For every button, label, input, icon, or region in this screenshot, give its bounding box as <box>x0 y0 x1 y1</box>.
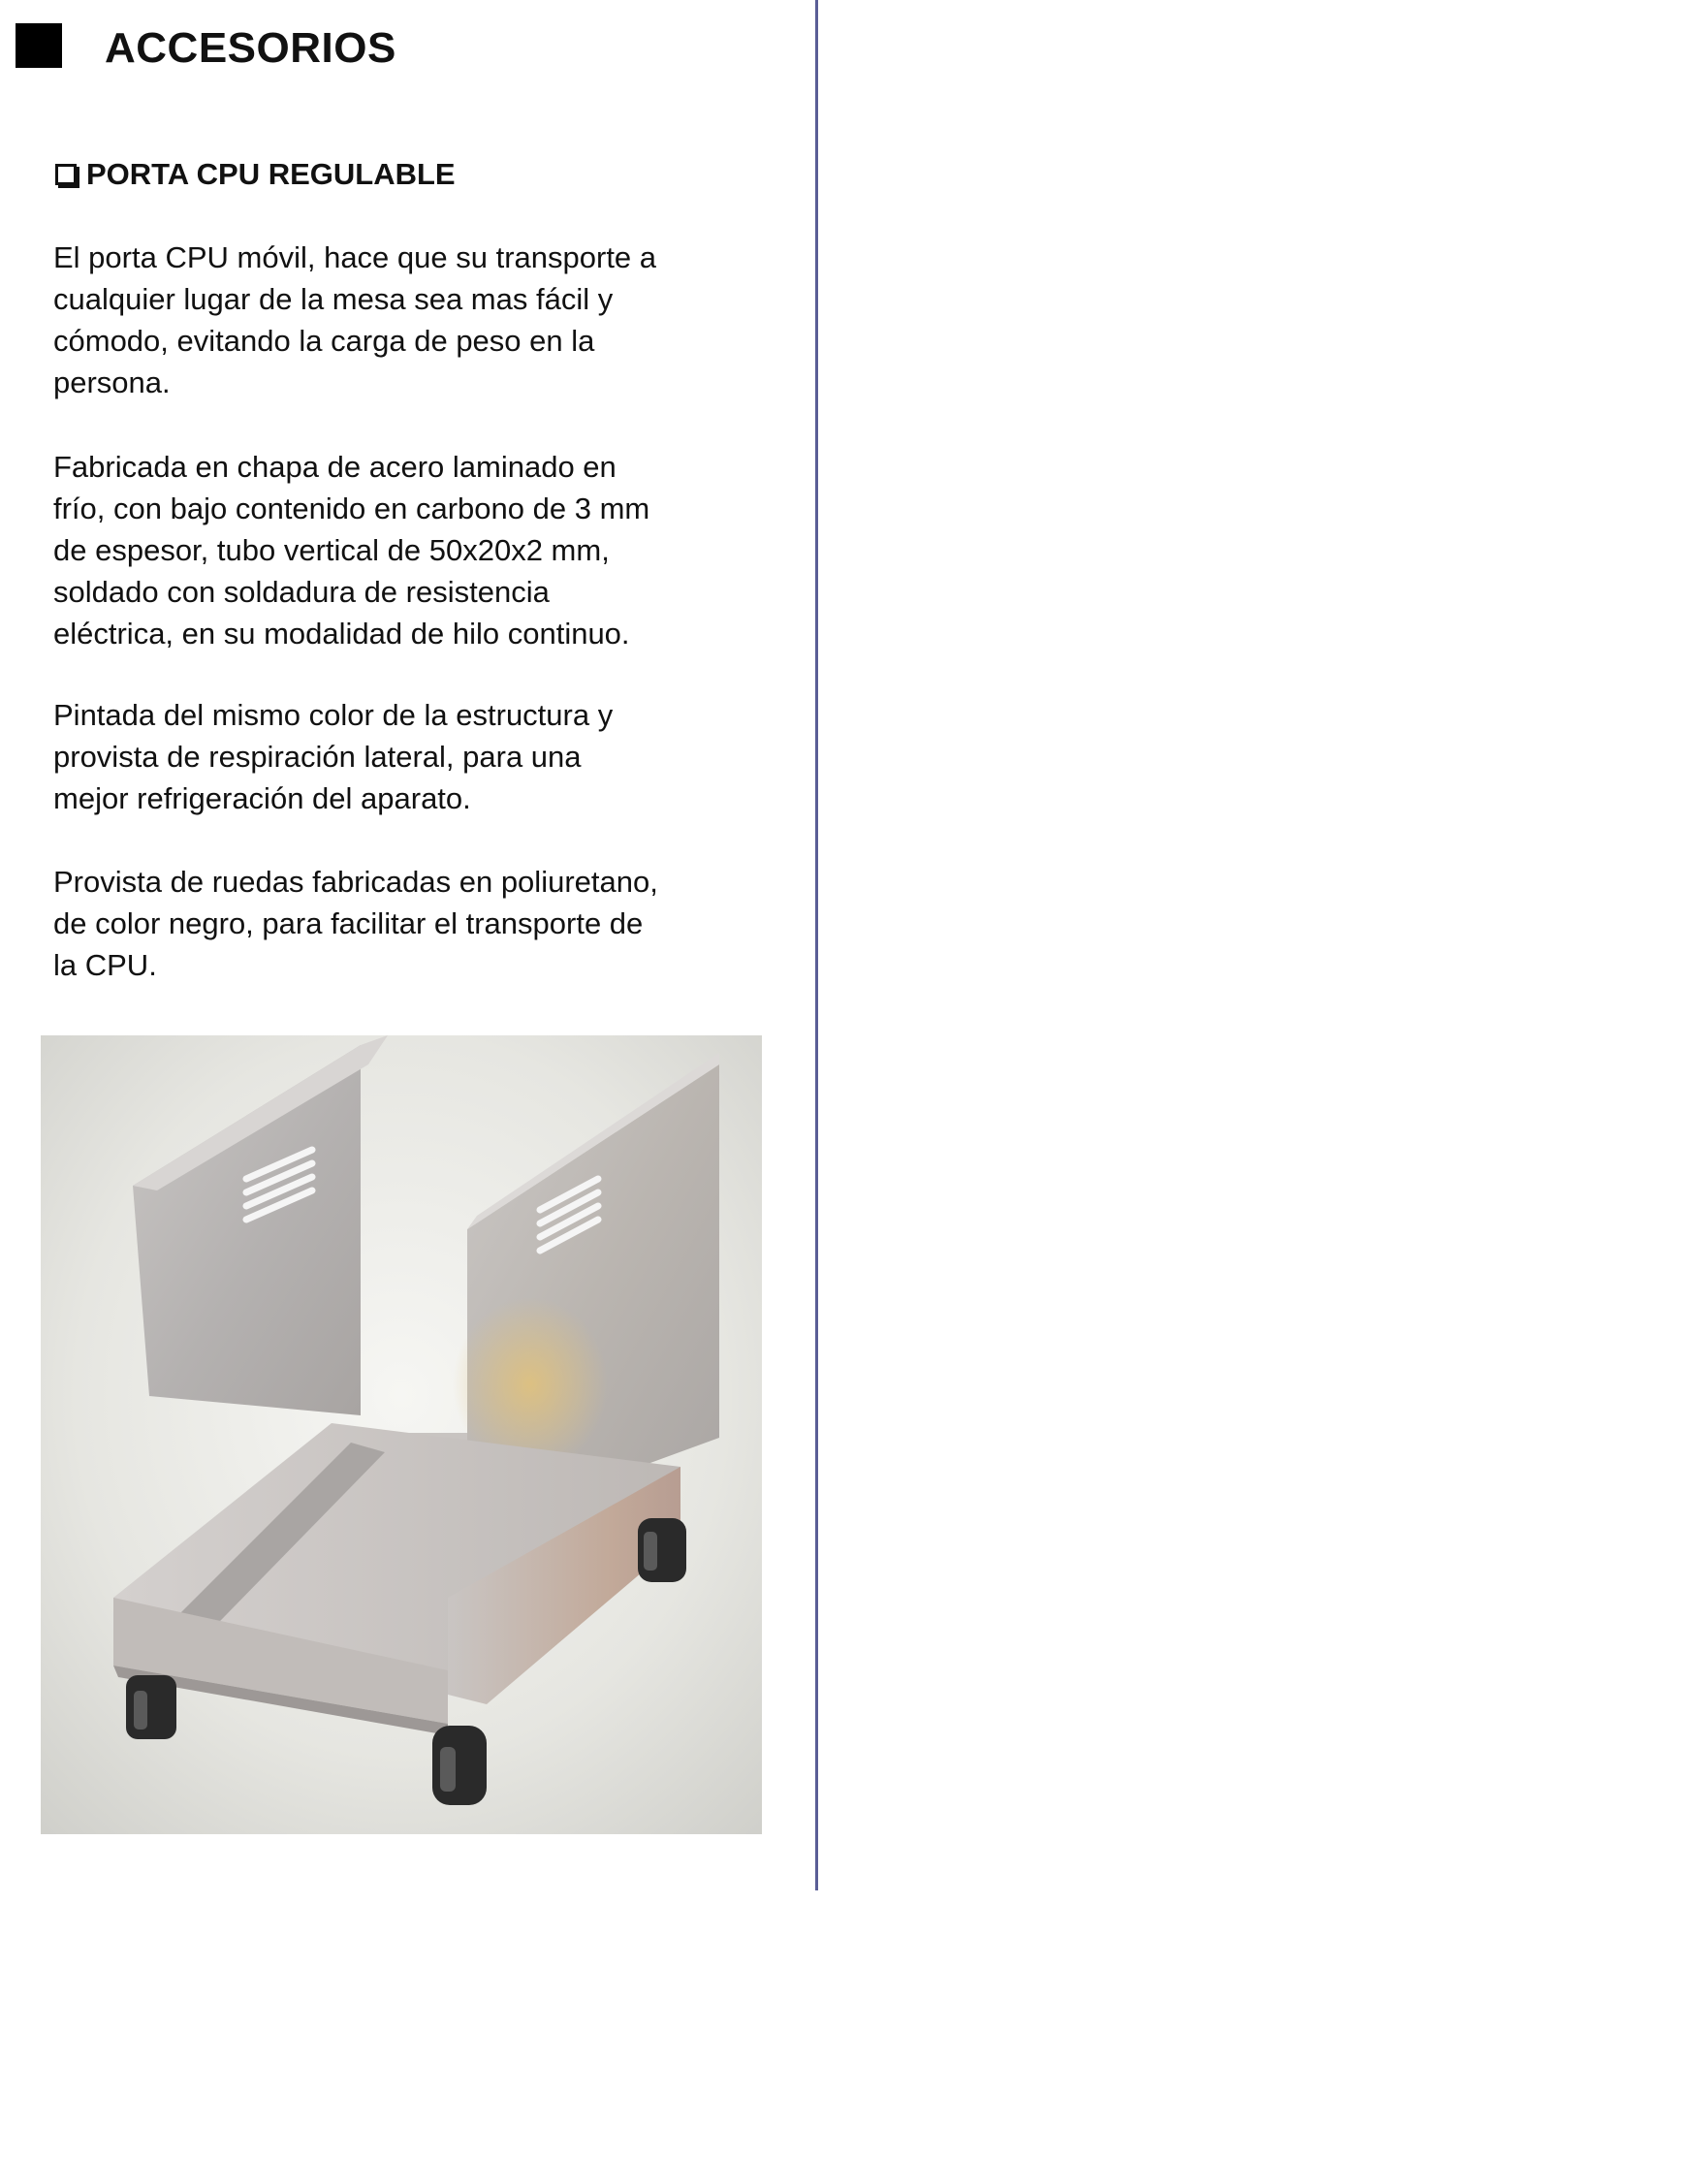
product-image-cpu-holder <box>41 1035 762 1834</box>
text-line: persona. <box>53 365 171 399</box>
text-line: frío, con bajo contenido en carbono de 3 mm <box>53 492 650 525</box>
text-line: Fabricada en chapa de acero laminado en <box>53 450 617 484</box>
text-line: provista de respiración lateral, para una <box>53 740 582 774</box>
product-heading <box>55 155 456 194</box>
text-line: El porta CPU móvil, hace que su transporte a <box>53 240 657 274</box>
text-line: cualquier lugar de la mesa sea mas fácil y <box>53 282 614 316</box>
text-line: eléctrica, en su modalidad de hilo continuo. <box>53 617 630 651</box>
paragraph-description <box>53 237 712 403</box>
section-marker-square <box>16 23 62 68</box>
text-line: Provista de ruedas fabricadas en poliuretano, <box>53 865 658 899</box>
text-line: de espesor, tubo vertical de 50x20x2 mm, <box>53 533 610 567</box>
text-line: mejor refrigeración del aparato. <box>53 781 471 815</box>
text-line: soldado con soldadura de resistencia <box>53 575 550 609</box>
text-line: cómodo, evitando la carga de peso en la <box>53 324 595 358</box>
paragraph-finish <box>53 694 712 819</box>
product-name: PORTA CPU REGULABLE <box>86 157 456 191</box>
cpu-holder-illustration <box>41 1035 762 1834</box>
checkbox-bullet-icon <box>55 164 77 185</box>
text-line: Pintada del mismo color de la estructura y <box>53 698 614 732</box>
paragraph-wheels <box>53 861 712 986</box>
column-divider <box>815 0 818 1890</box>
section-title: ACCESORIOS <box>105 24 396 72</box>
text-line: la CPU. <box>53 948 157 982</box>
text-line: de color negro, para facilitar el transporte de <box>53 906 644 940</box>
paragraph-materials <box>53 446 712 654</box>
